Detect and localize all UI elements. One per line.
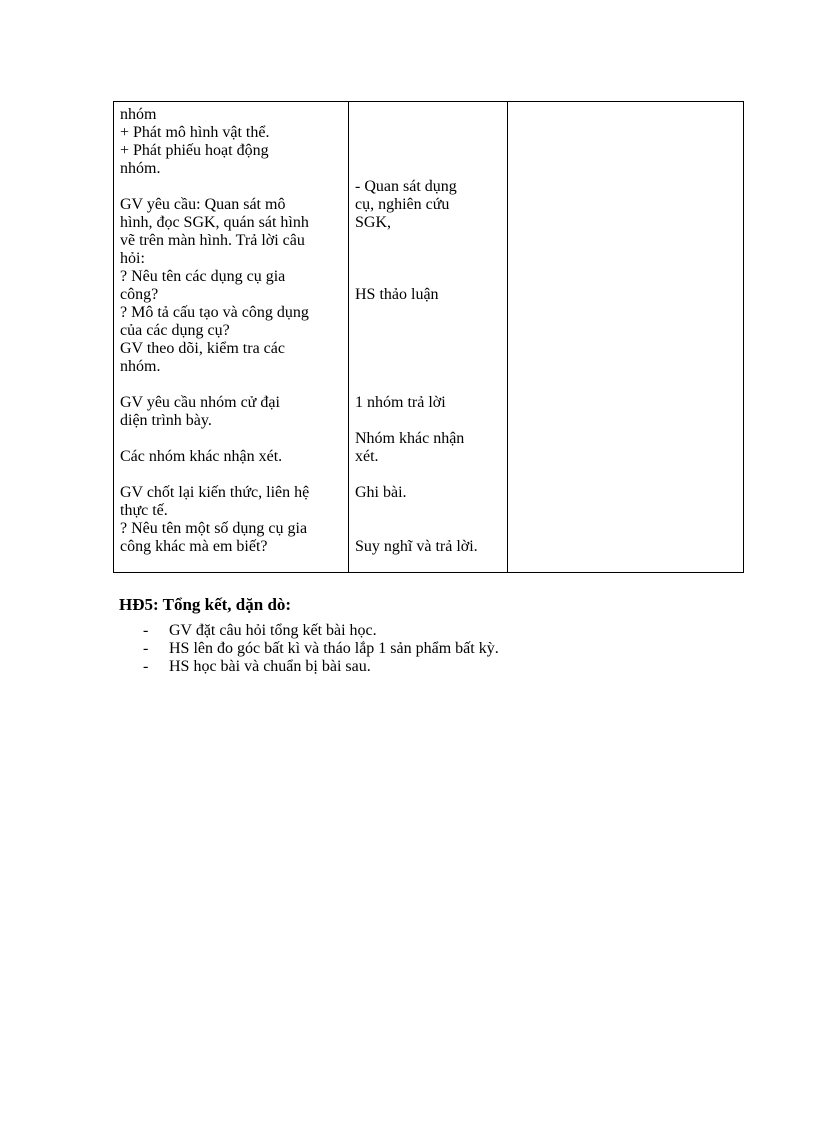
lesson-content-cell	[510, 102, 740, 572]
list-item-text: HS lên đo góc bất kì và tháo lắp 1 sản phẩm bất kỳ.	[169, 640, 499, 657]
teacher-line: nhóm.	[120, 160, 161, 177]
student-line: - Quan sát dụng	[355, 178, 457, 195]
teacher-line: công khác mà em biết?	[120, 538, 268, 555]
lesson-activity-table	[113, 101, 744, 573]
teacher-activity-cell	[120, 102, 346, 572]
column-divider	[507, 102, 508, 572]
teacher-line: Các nhóm khác nhận xét.	[120, 448, 283, 465]
teacher-line: công?	[120, 286, 159, 303]
teacher-line: nhóm	[120, 106, 157, 123]
student-activity-cell	[355, 102, 505, 572]
column-divider	[348, 102, 349, 572]
teacher-line: ? Mô tả cấu tạo và công dụng	[120, 304, 309, 321]
teacher-line: nhóm.	[120, 358, 161, 375]
bullet-marker: -	[143, 640, 149, 657]
student-line: Ghi bài.	[355, 484, 407, 501]
student-line: Nhóm khác nhận	[355, 430, 465, 447]
teacher-line: vẽ trên màn hình. Trả lời câu	[120, 232, 305, 249]
list-item-text: GV đặt câu hỏi tổng kết bài học.	[169, 622, 377, 639]
student-line: xét.	[355, 448, 379, 465]
teacher-line: ? Nêu tên một số dụng cụ gia	[120, 520, 308, 537]
teacher-line: thực tế.	[120, 502, 168, 519]
teacher-line: GV yêu cầu nhóm cử đại	[120, 394, 280, 411]
teacher-line: của các dụng cụ?	[120, 322, 230, 339]
section-heading: HĐ5: Tổng kết, dặn dò:	[119, 595, 292, 614]
bullet-marker: -	[143, 622, 149, 639]
bullet-marker: -	[143, 658, 149, 675]
student-line: cụ, nghiên cứu	[355, 196, 450, 213]
teacher-line: + Phát mô hình vật thể.	[120, 124, 270, 141]
student-line: HS thảo luận	[355, 286, 439, 303]
student-line: SGK,	[355, 214, 392, 231]
student-line: Suy nghĩ và trả lời.	[355, 538, 478, 555]
teacher-line: GV yêu cầu: Quan sát mô	[120, 196, 286, 213]
teacher-line: hỏi:	[120, 250, 145, 267]
student-line: 1 nhóm trả lời	[355, 394, 446, 411]
teacher-line: ? Nêu tên các dụng cụ gia	[120, 268, 286, 285]
teacher-line: diện trình bày.	[120, 412, 212, 429]
list-item-text: HS học bài và chuẩn bị bài sau.	[169, 658, 371, 675]
teacher-line: hình, đọc SGK, quán sát hình	[120, 214, 309, 231]
teacher-line: GV theo dõi, kiểm tra các	[120, 340, 285, 357]
teacher-line: GV chốt lại kiến thức, liên hệ	[120, 484, 310, 501]
teacher-line: + Phát phiếu hoạt động	[120, 142, 269, 159]
